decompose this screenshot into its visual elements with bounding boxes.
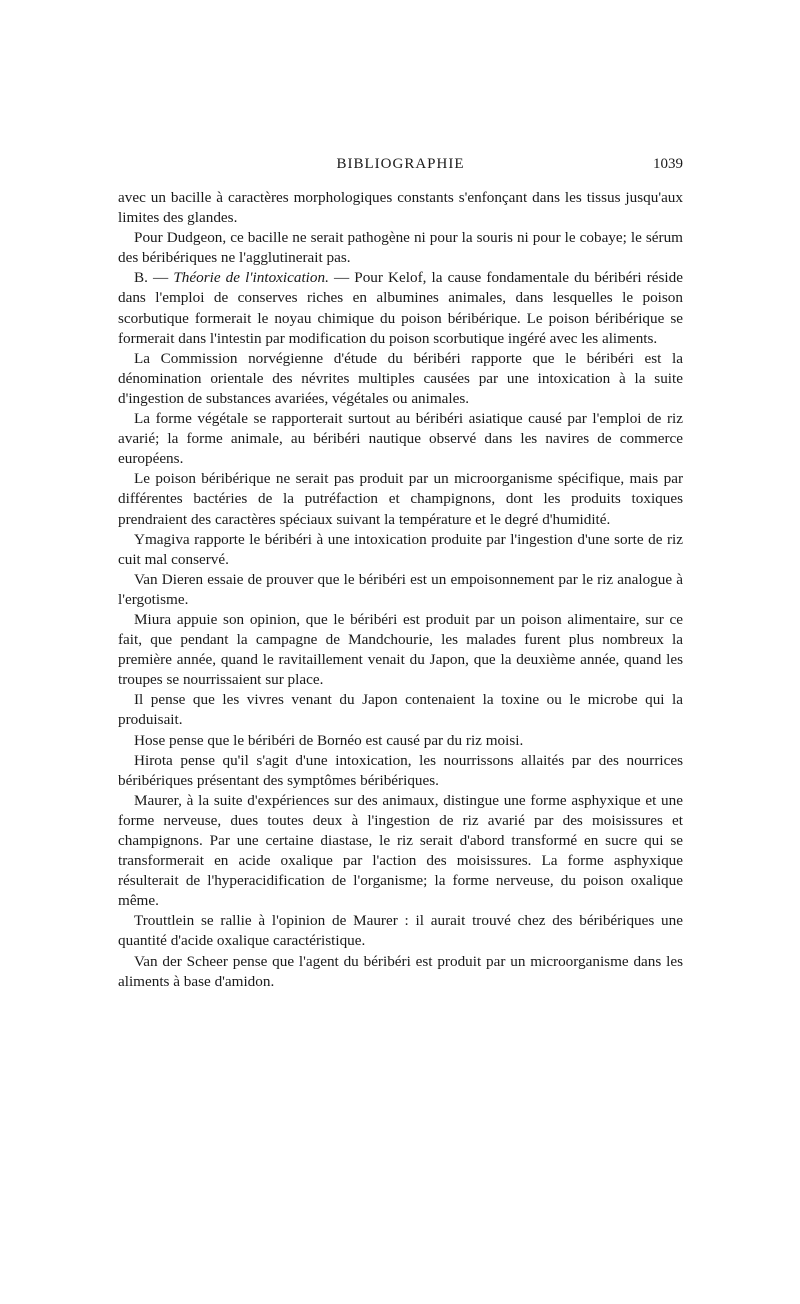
paragraph: Maurer, à la suite d'expériences sur des animaux, distingue une forme asphyxique et une forme nerveuse, dues toutes deux à l'ingestion de riz avarié par des moisissures et champignons. Par une certaine diastase, le riz serait d'abord transformé en sucre qui se transformerait en acide oxalique par l'action des moisissures. La forme asphyxique résulterait de l'hyperacidification de l'organisme; la forme nerveuse, du poison oxalique même. <box>118 791 683 910</box>
paragraph: Pour Dudgeon, ce bacille ne serait pathogène ni pour la souris ni pour le cobaye; le sérum des béribériques ne l'agglutinerait pas. <box>118 229 683 267</box>
paragraph: La forme végétale se rapporterait surtout au béribéri asiatique causé par l'emploi de riz avarié; la forme animale, au béribéri nautique observé dans les navires de commerce européens. <box>118 410 683 468</box>
running-title: BIBLIOGRAPHIE <box>336 156 465 172</box>
body-text <box>118 188 683 992</box>
section-title: Théorie de l'intoxication. <box>173 269 329 287</box>
page-number: 1039 <box>653 156 683 172</box>
document-page <box>118 150 683 992</box>
paragraph: La Commission norvégienne d'étude du béribéri rapporte que le béribéri est la dénomination orientale des névrites multiples causées par une intoxication à la suite d'ingestion de substances avariées, végétales ou animales. <box>118 349 683 407</box>
paragraph: Trouttlein se rallie à l'opinion de Maurer : il aurait trouvé chez des béribériques une quantité d'acide oxalique caractéristique. <box>118 912 683 950</box>
paragraph: Ymagiva rapporte le béribéri à une intoxication produite par l'ingestion d'une sorte de riz cuit mal conservé. <box>118 530 683 568</box>
paragraph: Hirota pense qu'il s'agit d'une intoxication, les nourrissons allaités par des nourrices béribériques présentant des symptômes béribériques. <box>118 751 683 789</box>
paragraph: Hose pense que le béribéri de Bornéo est causé par du riz moisi. <box>134 731 524 749</box>
paragraph: Il pense que les vivres venant du Japon contenaient la toxine ou le microbe qui la produisait. <box>118 691 683 729</box>
paragraph: avec un bacille à caractères morphologiques constants s'enfonçant dans les tissus jusqu'aux limites des glandes. <box>118 189 683 227</box>
paragraph: Van der Scheer pense que l'agent du béribéri est produit par un microorganisme dans les aliments à base d'amidon. <box>118 952 683 990</box>
paragraph: B. — Théorie de l'intoxication. — Pour Kelof, la cause fondamentale du béribéri réside dans l'emploi de conserves riches en albumines animales, dans lesquelles le poison scorbutique formerait le noyau chimique du poison béribérique. Le poison béribérique se formerait dans l'intestin par modification du poison scorbutique ingéré avec les aliments. <box>118 269 683 347</box>
section-label: B. — <box>134 269 174 287</box>
paragraph: Miura appuie son opinion, que le béribéri est produit par un poison alimentaire, sur ce fait, que pendant la campagne de Mandchourie, les malades furent plus nombreux la première année, quand le ravitaillement venait du Japon, que la deuxième année, quand les troupes se nourrissaient sur place. <box>118 610 683 689</box>
paragraph: Le poison béribérique ne serait pas produit par un microorganisme spécifique, mais par différentes bactéries de la putréfaction et champignons, dont les produits toxiques prendraient des caractères spéciaux suivant la température et le degré d'humidité. <box>118 470 683 528</box>
running-header <box>118 150 683 180</box>
paragraph: Van Dieren essaie de prouver que le béribéri est un empoisonnement par le riz analogue à l'ergotisme. <box>118 570 683 608</box>
